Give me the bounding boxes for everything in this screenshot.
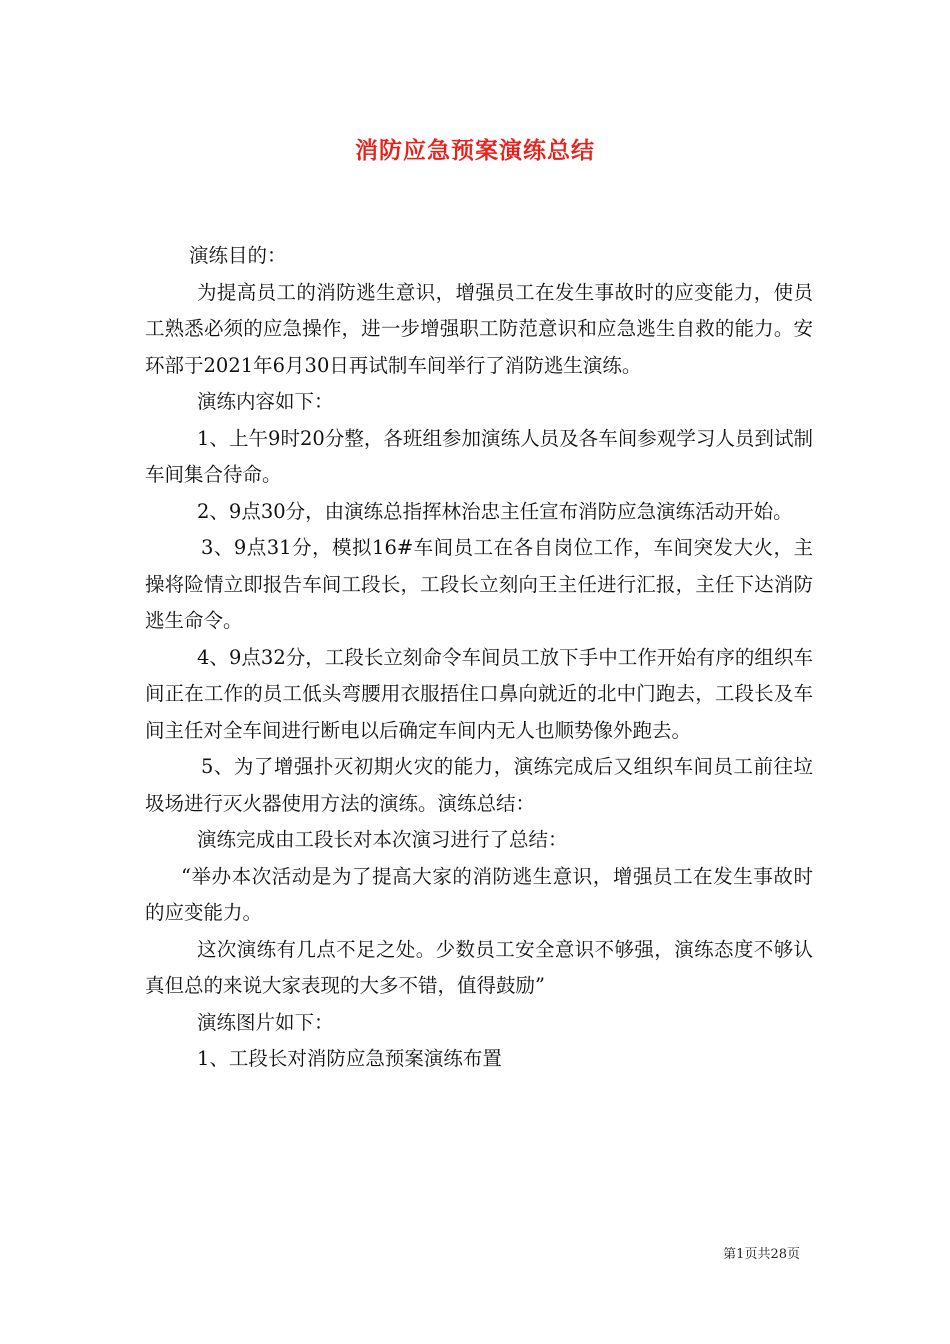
paragraph-step-2: 2、9点30分，由演练总指挥林治忠主任宣布消防应急演练活动开始。 [197, 499, 793, 523]
paragraph-purpose-heading: 演练目的： [189, 244, 287, 267]
paragraph-step-5: 5、为了增强扑灭初期火灾的能力，演练完成后又组织车间员工前往垃圾场进行灭火器使用方法的演练。演练总结： [145, 755, 813, 815]
paragraph-step-3: 3、9点31分，模拟16#车间员工在各自岗位工作，车间突发大火，主操将险情立即报告车间工段长，工段长立刻向王主任进行汇报，主任下达消防逃生命令。 [145, 536, 813, 632]
paragraph-purpose: 为提高员工的消防逃生意识，增强员工在发生事故时的应变能力，使员工熟悉必须的应急操作，进一步增强职工防范意识和应急逃生自救的能力。安环部于2021年6月30日再试制车间举行了消防逃生演练。 [145, 280, 813, 377]
paragraph-content-heading: 演练内容如下： [197, 390, 334, 413]
paragraph-images-heading: 演练图片如下： [197, 1010, 334, 1034]
paragraph-step-1: 1、上午9时20分整，各班组参加演练人员及各车间参观学习人员到试制车间集合待命。 [145, 426, 813, 486]
paragraph-summary-shortcomings: 这次演练有几点不足之处。少数员工安全意识不够强，演练态度不够认真但总的来说大家表现的大多不错，值得鼓励” [145, 937, 813, 997]
paragraph-summary-quote: “举办本次活动是为了提高大家的消防逃生意识，增强员工在发生事故时的应变能力。 [145, 864, 813, 924]
document-body [145, 238, 813, 1078]
document-title: 消防应急预案演练总结 [355, 137, 595, 164]
page-number: 第1页共28页 [723, 1247, 800, 1262]
paragraph-image-caption-1: 1、工段长对消防应急预案演练布置 [197, 1047, 502, 1070]
paragraph-summary-intro: 演练完成由工段长对本次演习进行了总结： [197, 828, 568, 851]
paragraph-step-4: 4、9点32分，工段长立刻命令车间员工放下手中工作开始有序的组织车间正在工作的员工低头弯腰用衣服捂住口鼻向就近的北中门跑去，工段长及车间主任对全车间进行断电以后确定车间内无人也顺势像外跑去。 [145, 645, 813, 742]
